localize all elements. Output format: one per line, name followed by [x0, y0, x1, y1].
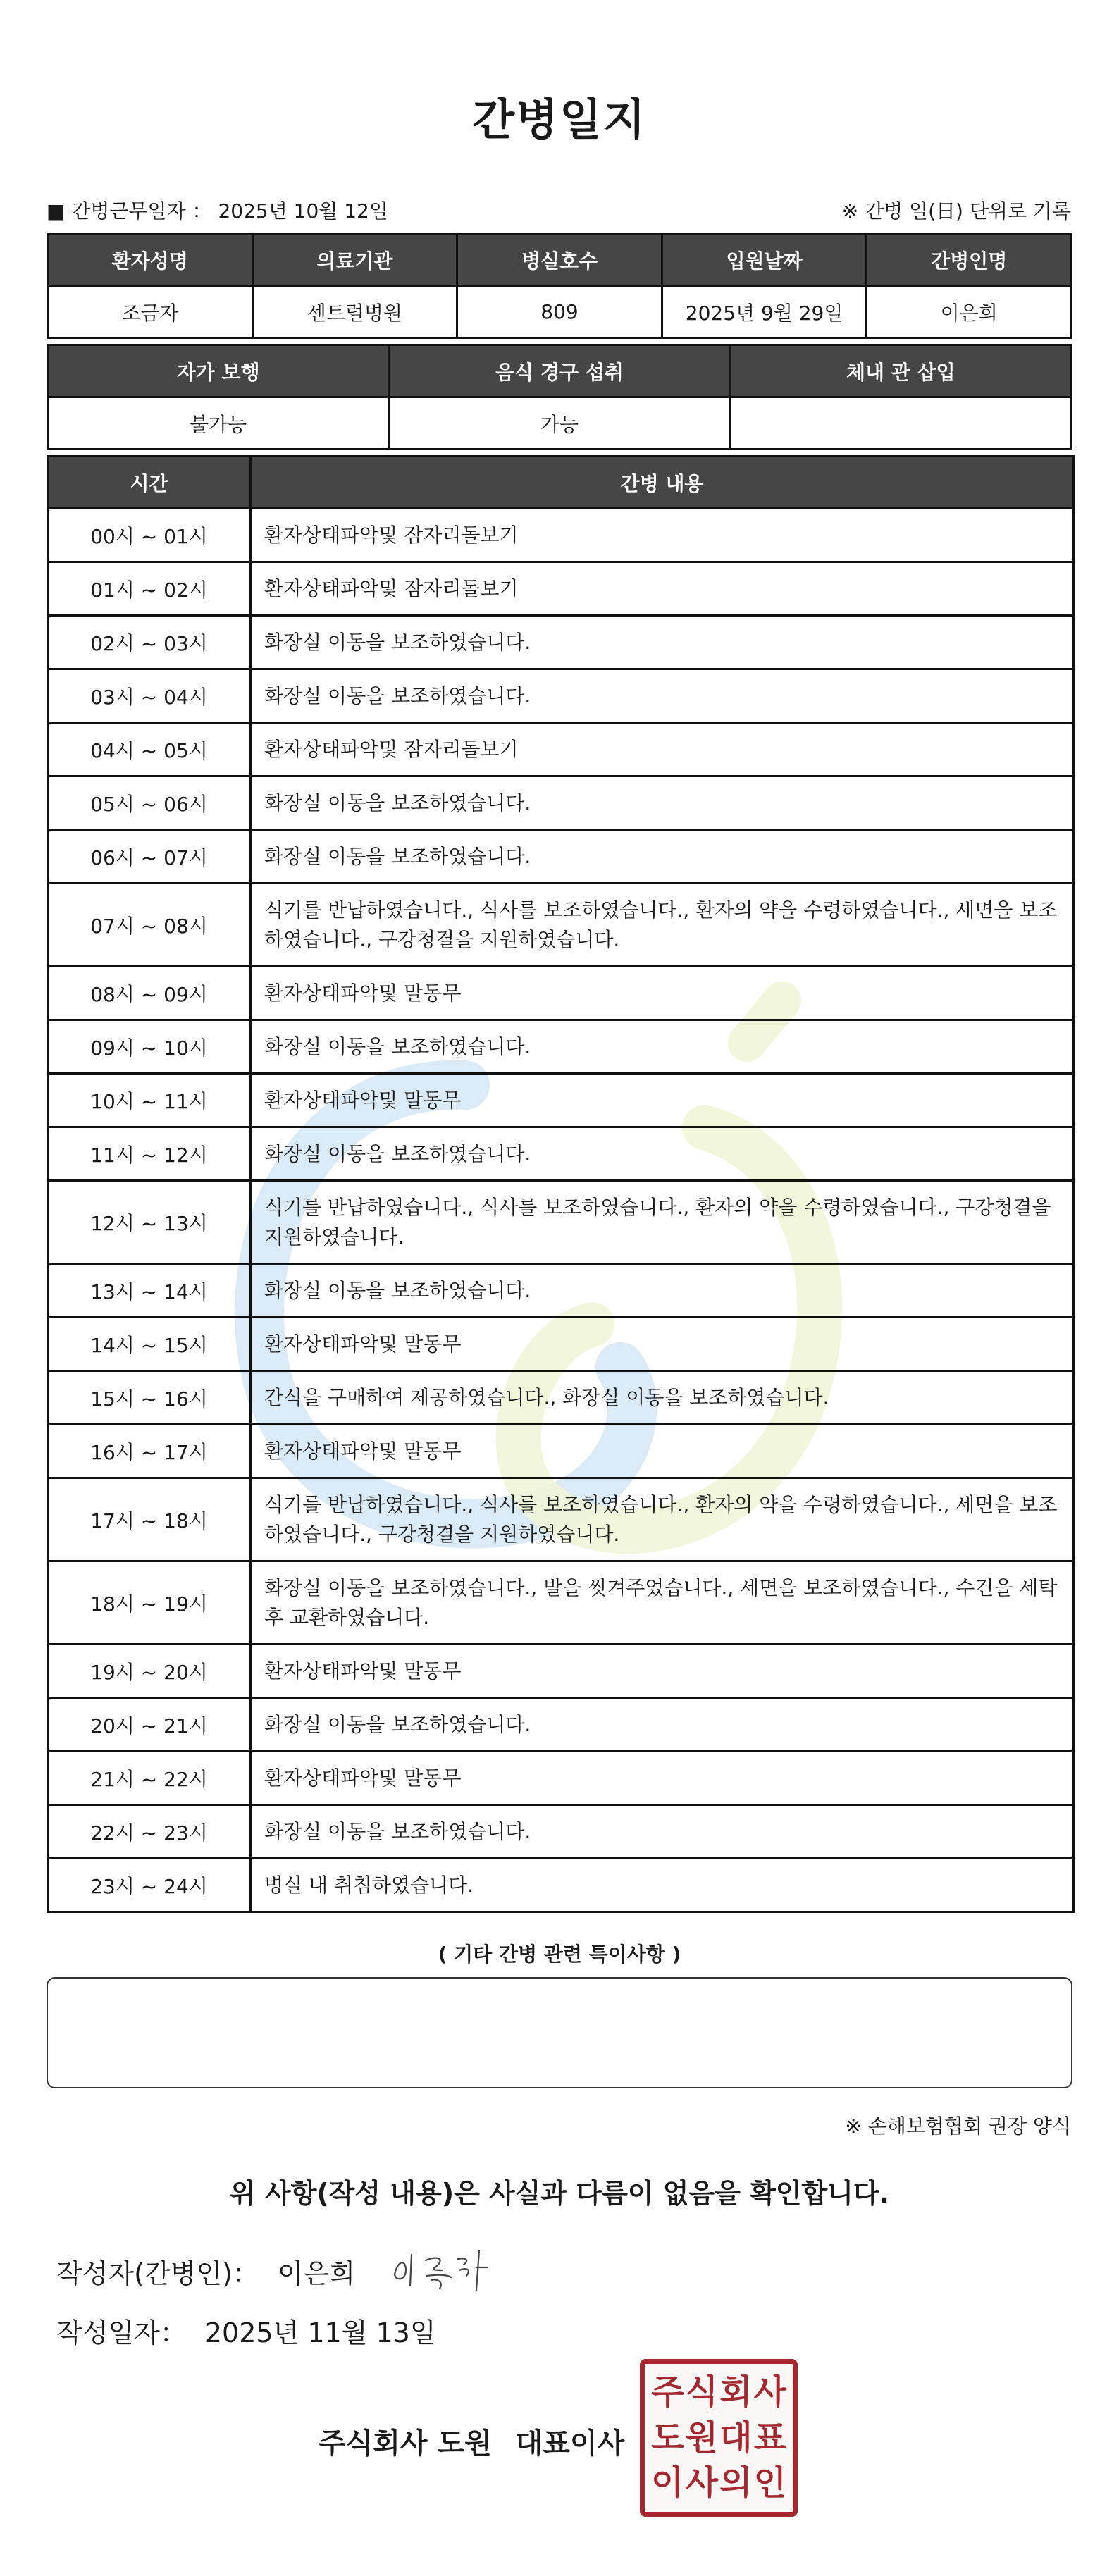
row-content: 화장실 이동을 보조하였습니다.	[251, 776, 1074, 830]
row-time: 16시 ~ 17시	[48, 1425, 251, 1478]
header-room: 병실호수	[457, 234, 662, 286]
patient-name: 조금자	[48, 286, 253, 338]
work-date-label: ■ 간병근무일자 ：	[47, 199, 212, 223]
table-row	[48, 1181, 1074, 1264]
seal-char: 사	[685, 2463, 718, 2503]
remarks-title: ( 기타 간병 관련 특이사항 )	[438, 1943, 681, 1966]
row-content: 화장실 이동을 보조하였습니다.	[251, 1127, 1074, 1181]
row-content: 환자상태파악및 말동무	[251, 1074, 1074, 1127]
document-title: 간병일지	[472, 94, 647, 145]
row-content: 환자상태파악및 말동무	[251, 1752, 1074, 1805]
association-note: ※ 손해보험협회 권장 양식	[845, 2114, 1071, 2138]
caregiver-name: 이은희	[867, 286, 1072, 338]
row-time: 03시 ~ 04시	[48, 669, 251, 723]
writer-name: 이은희	[277, 2258, 356, 2289]
work-date	[47, 196, 388, 224]
table-row	[48, 1561, 1074, 1645]
row-content: 환자상태파악및 말동무	[251, 1425, 1074, 1478]
row-time: 23시 ~ 24시	[48, 1859, 251, 1912]
table-row	[48, 1478, 1074, 1561]
row-content: 간식을 구매하여 제공하였습니다., 화장실 이동을 보조하였습니다.	[251, 1371, 1074, 1425]
header-oral-intake: 음식 경구 섭취	[389, 345, 730, 397]
patient-condition-table	[47, 344, 1072, 450]
table-row	[48, 1645, 1074, 1698]
table-row	[48, 1859, 1074, 1912]
row-time: 04시 ~ 05시	[48, 723, 251, 776]
room-number: 809	[457, 286, 662, 338]
row-time: 17시 ~ 18시	[48, 1478, 251, 1561]
table-row	[48, 776, 1074, 830]
row-content: 화장실 이동을 보조하였습니다.	[251, 1020, 1074, 1074]
table-row	[48, 830, 1074, 884]
table-row	[48, 1020, 1074, 1074]
company-name: 주식회사 도원	[319, 2427, 492, 2460]
table-row	[48, 884, 1074, 967]
hospital-name: 센트럴병원	[252, 286, 457, 338]
row-content: 화장실 이동을 보조하였습니다.	[251, 1264, 1074, 1318]
header-time: 시간	[48, 457, 251, 509]
row-time: 06시 ~ 07시	[48, 830, 251, 884]
table-row	[48, 1318, 1074, 1371]
table-row	[48, 1127, 1074, 1181]
header-hospital: 의료기관	[252, 234, 457, 286]
row-time: 08시 ~ 09시	[48, 967, 251, 1020]
row-time: 13시 ~ 14시	[48, 1264, 251, 1318]
row-content: 화장실 이동을 보조하였습니다.	[251, 1698, 1074, 1752]
seal-char: 이	[651, 2463, 684, 2503]
company-signature	[319, 2421, 624, 2461]
table-row	[48, 1074, 1074, 1127]
row-time: 01시 ~ 02시	[48, 562, 251, 616]
table-row	[48, 562, 1074, 616]
seal-char: 주	[651, 2372, 684, 2412]
row-time: 21시 ~ 22시	[48, 1752, 251, 1805]
table-row	[48, 967, 1074, 1020]
row-time: 07시 ~ 08시	[48, 884, 251, 967]
seal-char: 회	[719, 2372, 753, 2412]
row-time: 22시 ~ 23시	[48, 1805, 251, 1859]
row-time: 12시 ~ 13시	[48, 1181, 251, 1264]
seal-char: 의	[719, 2463, 753, 2503]
table-row	[48, 1425, 1074, 1478]
table-row	[48, 723, 1074, 776]
table-row	[48, 616, 1074, 669]
row-content: 식기를 반납하였습니다., 식사를 보조하였습니다., 환자의 약을 수령하였습니다., 세면을 보조하였습니다., 구강청결을 지원하였습니다.	[251, 884, 1074, 967]
table-row	[48, 669, 1074, 723]
row-content: 화장실 이동을 보조하였습니다.	[251, 1805, 1074, 1859]
row-time: 09시 ~ 10시	[48, 1020, 251, 1074]
header-caregiver: 간병인명	[867, 234, 1072, 286]
writer-label: 작성자(간병인)：	[56, 2258, 259, 2289]
row-content: 식기를 반납하였습니다., 식사를 보조하였습니다., 환자의 약을 수령하였습니다., 구강청결을 지원하였습니다.	[251, 1181, 1074, 1264]
table-row	[48, 1752, 1074, 1805]
patient-info-table	[47, 233, 1072, 339]
seal-char: 원	[685, 2417, 718, 2458]
confirmation-statement: 위 사항(작성 내용)은 사실과 다름이 없음을 확인합니다.	[229, 2178, 890, 2209]
row-time: 02시 ~ 03시	[48, 616, 251, 669]
row-content: 환자상태파악및 잠자리돌보기	[251, 562, 1074, 616]
row-content: 환자상태파악및 잠자리돌보기	[251, 723, 1074, 776]
row-time: 05시 ~ 06시	[48, 776, 251, 830]
row-content: 환자상태파악및 말동무	[251, 1645, 1074, 1698]
row-content: 환자상태파악및 말동무	[251, 967, 1074, 1020]
header-walking: 자가 보행	[48, 345, 389, 397]
header-admission-date: 입원날짜	[662, 234, 867, 286]
header-care-content: 간병 내용	[251, 457, 1074, 509]
admission-date: 2025년 9월 29일	[662, 286, 867, 338]
row-content: 환자상태파악및 잠자리돌보기	[251, 509, 1074, 562]
row-content: 화장실 이동을 보조하였습니다.	[251, 830, 1074, 884]
writer-row	[56, 2252, 355, 2291]
seal-characters	[650, 2370, 787, 2506]
row-time: 11시 ~ 12시	[48, 1127, 251, 1181]
oral-intake-status: 가능	[389, 397, 730, 450]
header-patient-name: 환자성명	[48, 234, 253, 286]
walking-status: 불가능	[48, 397, 389, 450]
seal-char: 도	[651, 2417, 684, 2458]
written-date-value: 2025년 11월 13일	[204, 2317, 436, 2348]
row-content: 화장실 이동을 보조하였습니다., 발을 씻겨주었습니다., 세면을 보조하였습니다., 수건을 세탁 후 교환하였습니다.	[251, 1561, 1074, 1645]
row-time: 10시 ~ 11시	[48, 1074, 251, 1127]
row-time: 14시 ~ 15시	[48, 1318, 251, 1371]
row-content: 병실 내 취침하였습니다.	[251, 1859, 1074, 1912]
row-time: 00시 ~ 01시	[48, 509, 251, 562]
tube-status	[730, 397, 1071, 450]
table-row	[48, 1698, 1074, 1752]
written-date-row	[56, 2311, 436, 2350]
row-time: 20시 ~ 21시	[48, 1698, 251, 1752]
row-content: 식기를 반납하였습니다., 식사를 보조하였습니다., 환자의 약을 수령하였습니다., 세면을 보조하였습니다., 구강청결을 지원하였습니다.	[251, 1478, 1074, 1561]
table-row	[48, 1264, 1074, 1318]
seal-char: 표	[753, 2417, 786, 2458]
row-time: 19시 ~ 20시	[48, 1645, 251, 1698]
seal-char: 인	[753, 2463, 786, 2503]
table-row	[48, 509, 1074, 562]
table-row	[48, 1371, 1074, 1425]
seal-char: 식	[685, 2372, 718, 2412]
care-log-table	[47, 455, 1075, 1913]
row-content: 환자상태파악및 말동무	[251, 1318, 1074, 1371]
company-representative: 대표이사	[515, 2427, 625, 2460]
seal-char: 대	[719, 2417, 753, 2458]
company-seal	[640, 2359, 798, 2517]
row-time: 15시 ~ 16시	[48, 1371, 251, 1425]
work-date-value: 2025년 10월 12일	[218, 199, 388, 223]
handwritten-signature	[388, 2239, 500, 2296]
row-time: 18시 ~ 19시	[48, 1561, 251, 1645]
remarks-box	[47, 1977, 1072, 2088]
written-date-label: 작성일자：	[56, 2317, 187, 2348]
row-content: 화장실 이동을 보조하였습니다.	[251, 616, 1074, 669]
table-row	[48, 1805, 1074, 1859]
unit-note: ※ 간병 일(日) 단위로 기록	[841, 199, 1071, 223]
row-content: 화장실 이동을 보조하였습니다.	[251, 669, 1074, 723]
header-tube: 체내 관 삽입	[730, 345, 1071, 397]
seal-char: 사	[753, 2372, 786, 2412]
